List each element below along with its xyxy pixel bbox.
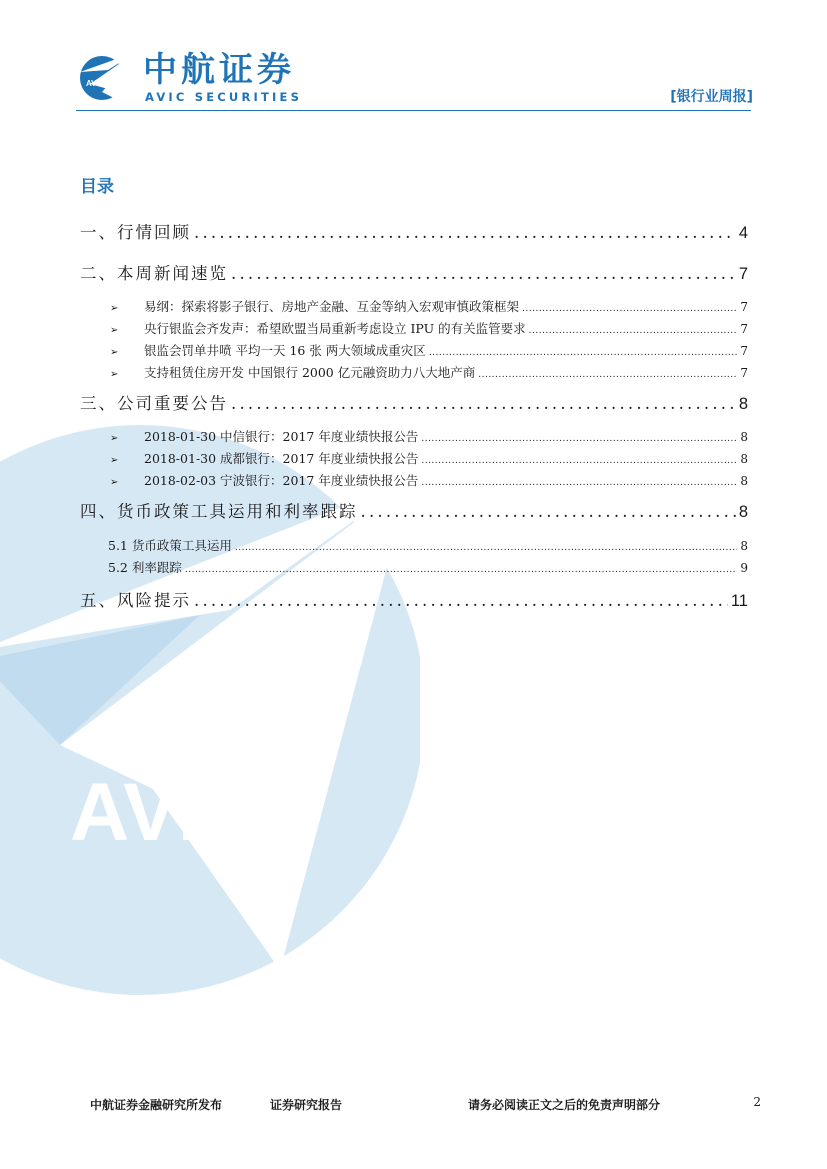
toc-entry-page: 4	[738, 224, 748, 242]
toc-leader	[194, 590, 728, 612]
toc-entry[interactable]	[80, 472, 748, 492]
toc-entry-label: 一、行情回顾	[80, 223, 191, 242]
brand-name-cn: 中航证券	[143, 50, 295, 90]
toc-entry-label: 四、货币政策工具运用和利率跟踪	[80, 502, 358, 521]
toc-entry-page: 7	[740, 322, 748, 336]
toc-entry[interactable]	[80, 222, 748, 244]
bullet-arrow-icon: ➢	[110, 325, 119, 336]
toc-entry-page: 8	[738, 395, 748, 413]
toc-leader	[235, 539, 738, 557]
avic-logo-icon	[78, 50, 138, 102]
toc-leader	[421, 430, 737, 448]
toc-entry-page: 8	[738, 503, 748, 521]
toc-entry[interactable]	[80, 428, 748, 448]
toc-entry[interactable]	[80, 559, 748, 579]
toc-entry-label: 三、公司重要公告	[80, 394, 228, 413]
toc-entry[interactable]	[80, 298, 748, 318]
toc-leader	[429, 344, 738, 362]
toc-entry-page: 7	[740, 300, 748, 314]
toc-entry[interactable]	[80, 537, 748, 557]
toc-leader	[522, 300, 737, 318]
toc-entry[interactable]	[80, 501, 748, 523]
toc-entry-page: 7	[740, 344, 748, 358]
toc-entry-label: 2018-01-30 中信银行：2017 年度业绩快报公告	[144, 429, 419, 444]
svg-text:AVIC: AVIC	[70, 767, 260, 858]
bullet-arrow-icon: ➢	[110, 477, 119, 488]
toc-entry-label: 5.2 利率跟踪	[108, 560, 182, 575]
toc-title: 目录	[80, 177, 114, 197]
toc-entry-page: 8	[740, 474, 748, 488]
toc-leader	[361, 501, 736, 523]
bullet-arrow-icon: ➢	[110, 347, 119, 358]
bullet-arrow-icon: ➢	[110, 433, 119, 444]
toc-entry[interactable]	[80, 320, 748, 340]
toc-entry-label: 二、本周新闻速览	[80, 264, 228, 283]
brand-name-en: AVIC SECURITIES	[145, 90, 303, 104]
bullet-arrow-icon: ➢	[110, 369, 119, 380]
svg-text:AVIC: AVIC	[86, 79, 105, 88]
toc-entry[interactable]	[80, 590, 748, 612]
toc-entry[interactable]	[80, 393, 748, 415]
toc-entry-label: 央行银监会齐发声：希望欧盟当局重新考虑设立 IPU 的有关监管要求	[144, 321, 526, 336]
toc-leader	[421, 452, 737, 470]
toc-entry-label: 2018-02-03 宁波银行：2017 年度业绩快报公告	[144, 473, 419, 488]
footer-publisher: 中航证券金融研究所发布	[90, 1098, 223, 1112]
toc-entry-page: 8	[740, 539, 748, 553]
toc-entry-label: 2018-01-30 成都银行：2017 年度业绩快报公告	[144, 451, 419, 466]
toc-entry-label: 5.1 货币政策工具运用	[108, 538, 232, 553]
bullet-arrow-icon: ➢	[110, 303, 119, 314]
toc-entry-label: 银监会罚单井喷 平均一天 16 张 两大领域成重灾区	[144, 343, 426, 358]
toc-leader	[194, 222, 736, 244]
toc-leader	[421, 474, 737, 492]
toc-entry-label: 五、风险提示	[80, 591, 191, 610]
footer-report-kind: 证券研究报告	[270, 1098, 343, 1112]
report-type-label: [银行业周报]	[670, 89, 753, 105]
avic-watermark	[0, 410, 420, 1000]
toc-leader	[231, 263, 736, 285]
toc-entry-label: 支持租赁住房开发 中国银行 2000 亿元融资助力八大地产商	[144, 365, 476, 380]
toc-entry[interactable]	[80, 342, 748, 362]
toc-entry-page: 11	[730, 592, 748, 610]
toc-entry-page: 7	[740, 366, 748, 380]
footer-disclaimer: 请务必阅读正文之后的免责声明部分	[468, 1098, 661, 1112]
toc-leader	[231, 393, 736, 415]
bullet-arrow-icon: ➢	[110, 455, 119, 466]
toc-entry-page: 9	[740, 561, 748, 575]
toc-entry[interactable]	[80, 450, 748, 470]
toc-leader	[529, 322, 738, 340]
header-divider	[76, 110, 751, 111]
page-number: 2	[753, 1095, 761, 1109]
toc-entry-page: 8	[740, 430, 748, 444]
toc-entry-page: 7	[738, 265, 748, 283]
toc-entry[interactable]	[80, 364, 748, 384]
toc-leader	[185, 561, 738, 579]
toc-entry-label: 易纲：探索将影子银行、房地产金融、互金等纳入宏观审慎政策框架	[144, 299, 520, 314]
toc-entry-page: 8	[740, 452, 748, 466]
toc-entry[interactable]	[80, 263, 748, 285]
toc-leader	[478, 366, 737, 384]
